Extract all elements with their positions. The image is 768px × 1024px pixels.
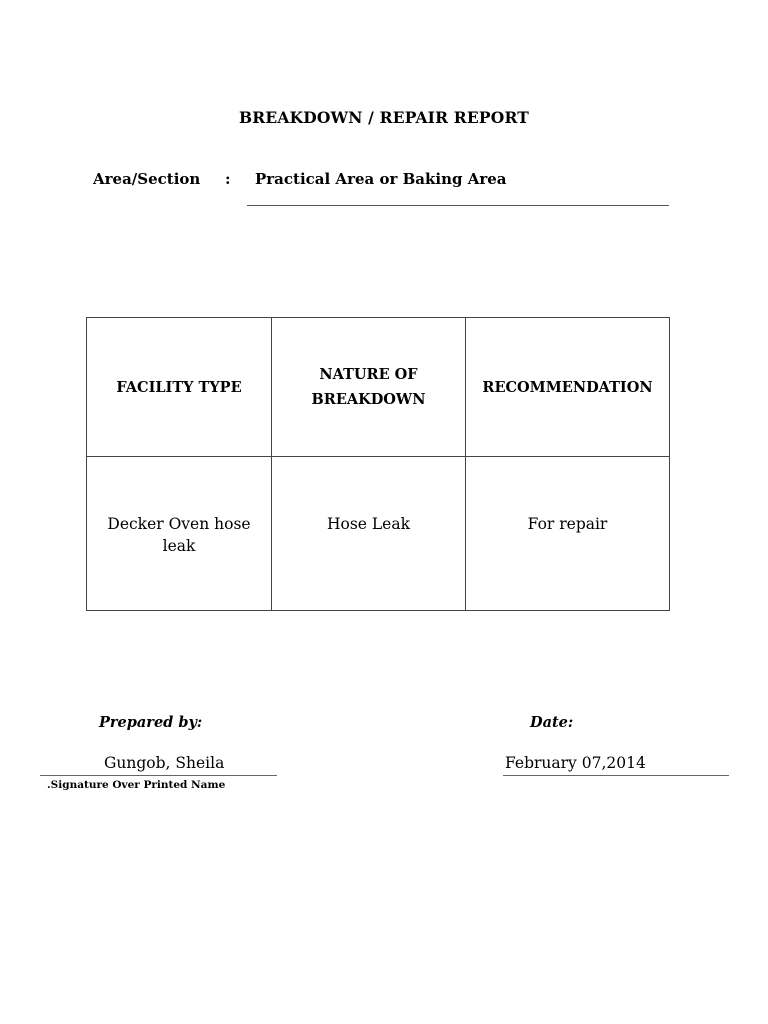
- area-section-colon: :: [225, 170, 231, 188]
- header-recommendation: RECOMMENDATION: [466, 318, 670, 457]
- cell-facility-type: Decker Oven hose leak: [87, 457, 272, 611]
- table-row: [87, 457, 670, 611]
- cell-nature-of-breakdown: Hose Leak: [272, 457, 466, 611]
- cell-recommendation: For repair: [466, 457, 670, 611]
- prepared-by-name: Gungob, Sheila: [104, 754, 225, 772]
- signature-line: [40, 775, 277, 776]
- header-facility-type: FACILITY TYPE: [87, 318, 272, 457]
- area-section-underline: [247, 205, 669, 206]
- report-title: BREAKDOWN / REPAIR REPORT: [238, 108, 530, 127]
- date-value: February 07,2014: [505, 754, 646, 772]
- table-header-row: [87, 318, 670, 457]
- date-label: Date:: [530, 714, 574, 731]
- prepared-by-label: Prepared by:: [99, 714, 203, 731]
- header-nature-of-breakdown: NATURE OF BREAKDOWN: [272, 318, 466, 457]
- date-line: [503, 775, 729, 776]
- area-section-value: Practical Area or Baking Area: [255, 170, 507, 188]
- breakdown-table: [86, 317, 670, 611]
- area-section-label: Area/Section: [93, 170, 201, 188]
- signature-caption: .Signature Over Printed Name: [47, 779, 226, 791]
